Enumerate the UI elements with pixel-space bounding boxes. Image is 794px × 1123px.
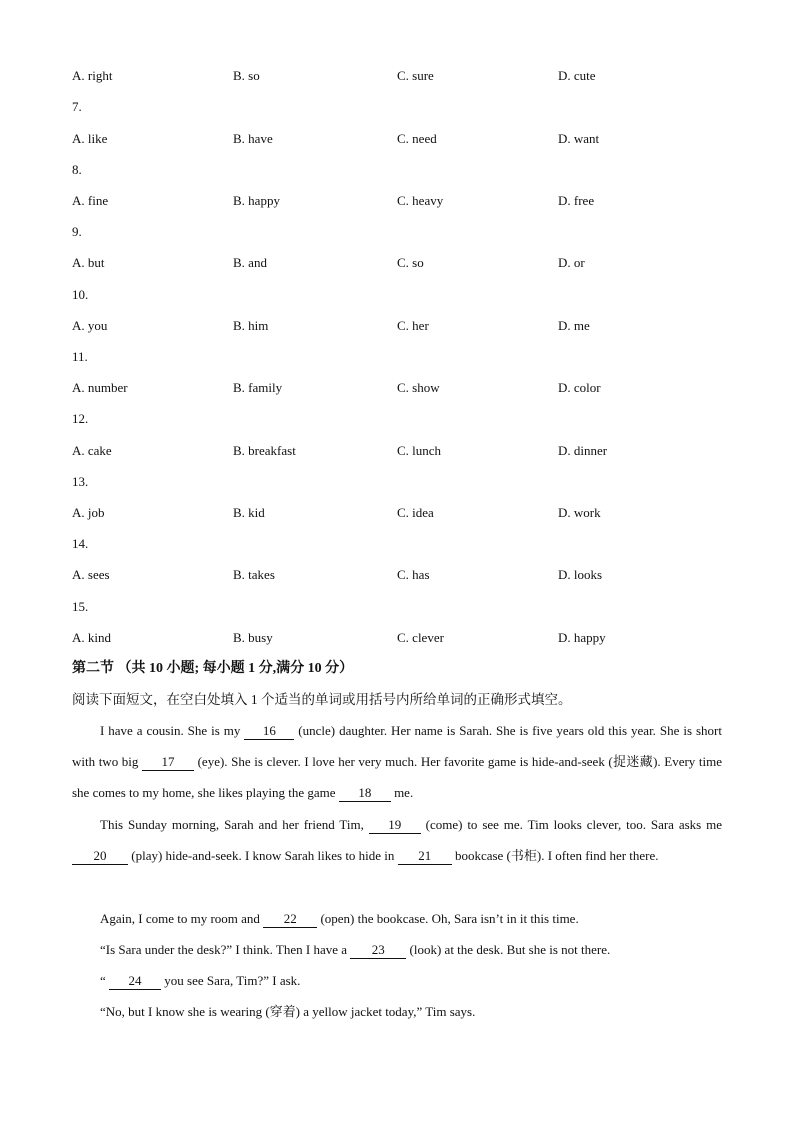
section-instruction: 阅读下面短文，在空白处填入 1 个适当的单词或用括号内所给单词的正确形式填空。 [72, 692, 572, 707]
option-row [0, 628, 794, 648]
option-row [0, 191, 794, 211]
option-a: A. you [72, 318, 108, 333]
option-c: C. has [397, 567, 430, 582]
option-row [0, 253, 794, 273]
option-b: B. him [233, 318, 269, 333]
option-c: C. show [397, 380, 440, 395]
question-number: 7. [72, 99, 82, 114]
option-row [0, 129, 794, 149]
option-a: A. like [72, 131, 108, 146]
option-c: C. sure [397, 68, 434, 83]
passage-paragraph-5: “ 24 you see Sara, Tim?” I ask. [100, 973, 301, 988]
option-row [0, 378, 794, 398]
option-d: D. free [558, 193, 595, 208]
blank-16[interactable]: 16 [244, 723, 294, 740]
blank-24[interactable]: 24 [109, 973, 161, 990]
option-a: A. right [72, 68, 113, 83]
question-number: 9. [72, 224, 82, 239]
option-b: B. breakfast [233, 443, 296, 458]
option-b: B. so [233, 68, 260, 83]
blank-22[interactable]: 22 [263, 911, 317, 928]
option-a: A. cake [72, 443, 112, 458]
option-c: C. her [397, 318, 429, 333]
option-b: B. busy [233, 630, 273, 645]
option-c: C. lunch [397, 443, 442, 458]
question-number: 8. [72, 162, 82, 177]
question-number: 14. [72, 536, 89, 551]
passage-paragraph-4: “Is Sara under the desk?” I think. Then I have a 23 (look) at the desk. But she is not there. [100, 942, 611, 957]
option-b: B. happy [233, 193, 280, 208]
option-row [0, 441, 794, 461]
option-d: D. want [558, 131, 600, 146]
option-row [0, 565, 794, 585]
option-d: D. looks [558, 567, 603, 582]
passage-paragraph-6: “No, but I know she is wearing (穿着) a yellow jacket today,” Tim says. [100, 1004, 476, 1019]
blank-18[interactable]: 18 [339, 785, 391, 802]
blank-19[interactable]: 19 [369, 817, 421, 834]
option-row [0, 66, 794, 86]
option-d: D. happy [558, 630, 606, 645]
option-c: C. idea [397, 505, 434, 520]
question-number: 10. [72, 287, 89, 302]
option-c: C. heavy [397, 193, 444, 208]
option-a: A. kind [72, 630, 111, 645]
blank-23[interactable]: 23 [350, 942, 406, 959]
option-a: A. number [72, 380, 128, 395]
blank-21[interactable]: 21 [398, 848, 452, 865]
passage-paragraph-3: Again, I come to my room and 22 (open) the bookcase. Oh, Sara isn’t in it this time. [100, 911, 579, 926]
option-b: B. kid [233, 505, 265, 520]
option-d: D. color [558, 380, 601, 395]
option-row [0, 316, 794, 336]
question-number: 12. [72, 411, 89, 426]
section-title: 第二节 （共 10 小题; 每小题 1 分,满分 10 分） [72, 661, 354, 676]
option-b: B. and [233, 255, 267, 270]
option-a: A. fine [72, 193, 109, 208]
option-c: C. need [397, 131, 437, 146]
option-d: D. or [558, 255, 585, 270]
option-b: B. have [233, 131, 273, 146]
question-number: 13. [72, 474, 89, 489]
blank-17[interactable]: 17 [142, 754, 194, 771]
option-a: A. job [72, 505, 105, 520]
option-b: B. family [233, 380, 283, 395]
option-a: A. but [72, 255, 105, 270]
option-d: D. dinner [558, 443, 608, 458]
option-d: D. work [558, 505, 601, 520]
question-number: 15. [72, 599, 89, 614]
option-d: D. me [558, 318, 590, 333]
option-a: A. sees [72, 567, 110, 582]
blank-20[interactable]: 20 [72, 848, 128, 865]
option-b: B. takes [233, 567, 275, 582]
option-row [0, 503, 794, 523]
passage-paragraph-1: I have a cousin. She is my 16 (uncle) daughter. Her name is Sarah. She is five years old this year. She is short with two big 17 (eye). She is clever. I love her very much. Her favorite game is hide-and-seek (捉迷藏). Every time she comes to my home, she likes playing the game 18 me. [72, 723, 722, 800]
option-c: C. clever [397, 630, 444, 645]
option-c: C. so [397, 255, 424, 270]
option-d: D. cute [558, 68, 596, 83]
passage-paragraph-2: This Sunday morning, Sarah and her friend Tim, 19 (come) to see me. Tim looks clever, too. Sara asks me 20 (play) hide-and-seek. I know Sarah likes to hide in 21 bookcase (书柜). I often find her there. [72, 809, 722, 871]
question-number: 11. [72, 349, 88, 364]
